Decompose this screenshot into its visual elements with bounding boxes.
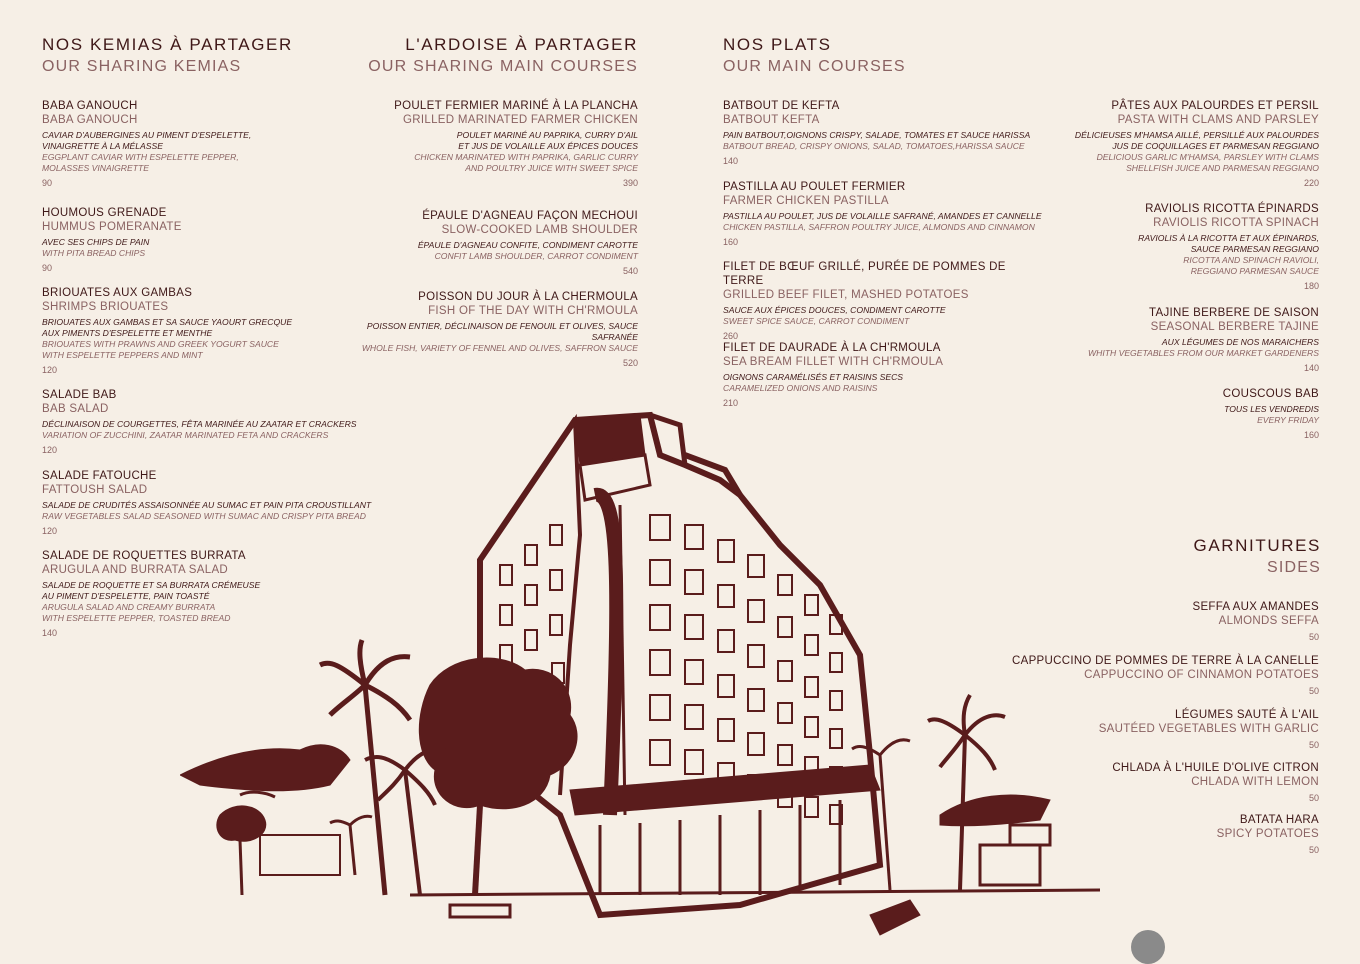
- menu-item: [723, 260, 1043, 342]
- item-price: 140: [42, 628, 58, 638]
- item-description: AUX LÉGUMES DE NOS MARAICHERS: [1161, 337, 1319, 347]
- item-name: FILET DE BŒUF GRILLÉ, PURÉE DE POMMES DE TERRE: [723, 261, 1006, 287]
- menu-item: [330, 209, 638, 277]
- plats-section: [723, 34, 1043, 78]
- side-price: 50: [1308, 632, 1319, 642]
- item-description: TOUS LES VENDREDIS: [1224, 404, 1319, 414]
- item-description-en: CONFIT LAMB SHOULDER, CARROT CONDIMENT: [434, 251, 638, 261]
- item-description: SAUCE PARMESAN REGGIANO: [1190, 244, 1319, 254]
- item-name-en: FATTOUSH SALAD: [42, 484, 148, 496]
- item-description: DÉLICIEUSES M'HAMSA AILLÉ, PERSILLÉ AUX PALOURDES: [1074, 130, 1319, 140]
- item-name-en: FARMER CHICKEN PASTILLA: [723, 195, 889, 207]
- side-name: CHLADA À L'HUILE D'OLIVE CITRON: [1112, 762, 1319, 774]
- side-price: 50: [1308, 793, 1319, 803]
- item-description-en: AND POULTRY JUICE WITH SWEET SPICE: [465, 163, 638, 173]
- item-name-en: SLOW-COOKED LAMB SHOULDER: [441, 224, 638, 236]
- item-name-en: ARUGULA AND BURRATA SALAD: [42, 564, 229, 576]
- plats-title: NOS PLATS: [723, 35, 832, 54]
- item-name-en: GRILLED MARINATED FARMER CHICKEN: [403, 114, 638, 126]
- garnitures-title: GARNITURES: [1193, 536, 1321, 555]
- item-name: TAJINE BERBERE DE SAISON: [1149, 307, 1319, 319]
- side-name-en: CHLADA WITH LEMON: [1191, 776, 1319, 788]
- item-description: PASTILLA AU POULET, JUS DE VOLAILLE SAFRANÉ, AMANDES ET CANNELLE: [723, 211, 1042, 221]
- item-description: VINAIGRETTE À LA MÉLASSE: [42, 141, 163, 151]
- item-name-en: BAB SALAD: [42, 403, 109, 415]
- logo-icon: [1131, 930, 1165, 964]
- item-name: ÉPAULE D'AGNEAU FAÇON MECHOUI: [422, 210, 638, 222]
- ardoise-subtitle: OUR SHARING MAIN COURSES: [368, 58, 638, 75]
- item-name: SALADE BAB: [42, 389, 117, 401]
- item-name: POULET FERMIER MARINÉ À LA PLANCHA: [394, 100, 638, 112]
- menu-item: [723, 99, 1043, 167]
- item-description: AU PIMENT D'ESPELETTE, PAIN TOASTÉ: [42, 591, 210, 601]
- side-name: LÉGUMES SAUTÉ À L'AIL: [1175, 709, 1319, 721]
- item-description-en: WHOLE FISH, VARIETY OF FENNEL AND OLIVES, SAFFRON SAUCE: [361, 343, 638, 353]
- item-name-en: SEASONAL BERBERE TAJINE: [1150, 321, 1319, 333]
- item-name: SALADE DE ROQUETTES BURRATA: [42, 550, 246, 562]
- item-description-en: ARUGULA SALAD AND CREAMY BURRATA: [42, 602, 216, 612]
- item-description-en: DELICIOUS GARLIC M'HAMSA, PARSLEY WITH CLAMS: [1096, 152, 1319, 162]
- item-name: RAVIOLIS RICOTTA ÉPINARDS: [1145, 203, 1319, 215]
- item-name-en: HUMMUS POMERANATE: [42, 221, 182, 233]
- item-description-en: WHITH VEGETABLES FROM OUR MARKET GARDENERS: [1088, 348, 1319, 358]
- item-name-en: RAVIOLIS RICOTTA SPINACH: [1153, 217, 1319, 229]
- item-price: 120: [42, 445, 58, 455]
- item-price: 210: [723, 398, 739, 408]
- menu-item: [1000, 99, 1319, 189]
- item-name-en: BABA GANOUCH: [42, 114, 138, 126]
- item-name-en: PASTA WITH CLAMS AND PARSLEY: [1117, 114, 1319, 126]
- item-price: 160: [1303, 430, 1319, 440]
- item-name-en: FISH OF THE DAY WITH CH'RMOULA: [428, 305, 638, 317]
- side-name-en: CAPPUCCINO OF CINNAMON POTATOES: [1084, 669, 1319, 681]
- item-price: 140: [723, 156, 739, 166]
- item-description-en: BATBOUT BREAD, CRISPY ONIONS, SALAD, TOMATOES,HARISSA SAUCE: [723, 141, 1025, 151]
- item-price: 120: [42, 526, 58, 536]
- menu-item: [42, 206, 372, 274]
- item-price: 90: [42, 263, 53, 273]
- item-description: POULET MARINÉ AU PAPRIKA, CURRY D'AIL: [456, 130, 638, 140]
- ardoise-title: L'ARDOISE À PARTAGER: [405, 35, 638, 54]
- item-name: HOUMOUS GRENADE: [42, 207, 167, 219]
- item-description: SALADE DE ROQUETTE ET SA BURRATA CRÉMEUSE: [42, 580, 261, 590]
- item-price: 120: [42, 365, 58, 375]
- item-description-en: RAW VEGETABLES SALAD SEASONED WITH SUMAC AND CRISPY PITA BREAD: [42, 511, 366, 521]
- item-description: OIGNONS CARAMÉLISÉS ET RAISINS SECS: [723, 372, 904, 382]
- side-price: 50: [1308, 740, 1319, 750]
- item-description: PAIN BATBOUT,OIGNONS CRISPY, SALADE, TOMATES ET SAUCE HARISSA: [723, 130, 1031, 140]
- item-description-en: WITH PITA BREAD CHIPS: [42, 248, 146, 258]
- item-description-en: EGGPLANT CAVIAR WITH ESPELETTE PEPPER,: [42, 152, 239, 162]
- side-name-en: SPICY POTATOES: [1216, 828, 1319, 840]
- item-description: POISSON ENTIER, DÉCLINAISON DE FENOUIL ET OLIVES, SAUCE SAFRANÉE: [366, 321, 638, 342]
- plats-subtitle: OUR MAIN COURSES: [723, 58, 906, 75]
- item-description-en: MOLASSES VINAIGRETTE: [42, 163, 149, 173]
- item-description-en: WITH ESPELETTE PEPPER, TOASTED BREAD: [42, 613, 231, 623]
- garnitures-subtitle: SIDES: [1266, 559, 1321, 576]
- item-description-en: VARIATION OF ZUCCHINI, ZAATAR MARINATED FETA AND CRACKERS: [42, 430, 329, 440]
- item-description: CAVIAR D'AUBERGINES AU PIMENT D'ESPELETTE,: [42, 130, 252, 140]
- item-description-en: WITH ESPELETTE PEPPERS AND MINT: [42, 350, 203, 360]
- item-description-en: SWEET SPICE SAUCE, CARROT CONDIMENT: [723, 316, 910, 326]
- kemias-section: [42, 34, 372, 78]
- item-description-en: CHICKEN PASTILLA, SAFFRON POULTRY JUICE, ALMONDS AND CINNAMON: [723, 222, 1035, 232]
- item-price: 90: [42, 178, 53, 188]
- item-name: SALADE FATOUCHE: [42, 470, 157, 482]
- side-name: SEFFA AUX AMANDES: [1192, 601, 1319, 613]
- item-price: 220: [1303, 178, 1319, 188]
- side-name-en: SAUTÉED VEGETABLES WITH GARLIC: [1098, 723, 1319, 735]
- item-description: BRIOUATES AUX GAMBAS ET SA SAUCE YAOURT GRECQUE: [42, 317, 293, 327]
- item-description: DÉCLINAISON DE COURGETTES, FÊTA MARINÉE AU ZAATAR ET CRACKERS: [42, 419, 357, 429]
- kemias-title: NOS KEMIAS À PARTAGER: [42, 35, 293, 54]
- item-name: POISSON DU JOUR À LA CHERMOULA: [418, 291, 638, 303]
- item-name: FILET DE DAURADE À LA CH'RMOULA: [723, 342, 941, 354]
- item-description-en: SHELLFISH JUICE AND PARMESAN REGGIANO: [1126, 163, 1319, 173]
- item-price: 390: [622, 178, 638, 188]
- item-price: 180: [1303, 281, 1319, 291]
- menu-item: [723, 180, 1043, 248]
- side-price: 50: [1308, 845, 1319, 855]
- side-name-en: ALMONDS SEFFA: [1218, 615, 1319, 627]
- menu-item: [330, 99, 638, 189]
- item-name-en: GRILLED BEEF FILET, MASHED POTATOES: [723, 289, 969, 301]
- item-name: BABA GANOUCH: [42, 100, 138, 112]
- menu-item: [1000, 202, 1319, 292]
- item-description: SAUCE AUX ÉPICES DOUCES, CONDIMENT CAROTTE: [723, 305, 946, 315]
- item-name: COUSCOUS BAB: [1222, 388, 1319, 400]
- menu-item: [1000, 306, 1319, 374]
- item-price: 540: [622, 266, 638, 276]
- kemias-subtitle: OUR SHARING KEMIAS: [42, 58, 242, 75]
- building-illustration: [180, 395, 1100, 955]
- side-price: 50: [1308, 686, 1319, 696]
- item-description-en: CHICKEN MARINATED WITH PAPRIKA, GARLIC CURRY: [414, 152, 638, 162]
- side-name: CAPPUCCINO DE POMMES DE TERRE À LA CANELLE: [1012, 655, 1319, 667]
- side-name: BATATA HARA: [1239, 814, 1319, 826]
- item-description-en: RICOTTA AND SPINACH RAVIOLI,: [1183, 255, 1319, 265]
- item-description: RAVIOLIS À LA RICOTTA ET AUX ÉPINARDS,: [1138, 233, 1319, 243]
- item-description: SALADE DE CRUDITÉS ASSAISONNÉE AU SUMAC ET PAIN PITA CROUSTILLANT: [42, 500, 372, 510]
- menu-item: [42, 99, 372, 189]
- item-name-en: SHRIMPS BRIOUATES: [42, 301, 169, 313]
- item-name-en: BATBOUT KEFTA: [723, 114, 820, 126]
- item-description: AVEC SES CHIPS DE PAIN: [42, 237, 150, 247]
- ardoise-section: [330, 34, 638, 78]
- item-name-en: SEA BREAM FILLET WITH CH'RMOULA: [723, 356, 944, 368]
- item-price: 160: [723, 237, 739, 247]
- item-name: BRIOUATES AUX GAMBAS: [42, 287, 193, 299]
- item-name: PASTILLA AU POULET FERMIER: [723, 181, 906, 193]
- menu-item: [42, 286, 372, 376]
- menu-item: [330, 290, 638, 369]
- item-description: JUS DE COQUILLAGES ET PARMESAN REGGIANO: [1112, 141, 1319, 151]
- item-description: ÉPAULE D'AGNEAU CONFITE, CONDIMENT CAROTTE: [417, 240, 638, 250]
- item-price: 260: [723, 331, 739, 341]
- item-description-en: REGGIANO PARMESAN SAUCE: [1190, 266, 1319, 276]
- item-name: BATBOUT DE KEFTA: [723, 100, 840, 112]
- item-description-en: BRIOUATES WITH PRAWNS AND GREEK YOGURT SAUCE: [42, 339, 279, 349]
- item-description: ET JUS DE VOLAILLE AUX ÉPICES DOUCES: [458, 141, 638, 151]
- item-price: 520: [622, 358, 638, 368]
- item-description: AUX PIMENTS D'ESPELETTE ET MENTHE: [42, 328, 213, 338]
- item-price: 140: [1303, 363, 1319, 373]
- item-description-en: CARAMELIZED ONIONS AND RAISINS: [723, 383, 878, 393]
- item-name: PÂTES AUX PALOURDES ET PERSIL: [1111, 100, 1319, 112]
- item-description-en: EVERY FRIDAY: [1257, 415, 1319, 425]
